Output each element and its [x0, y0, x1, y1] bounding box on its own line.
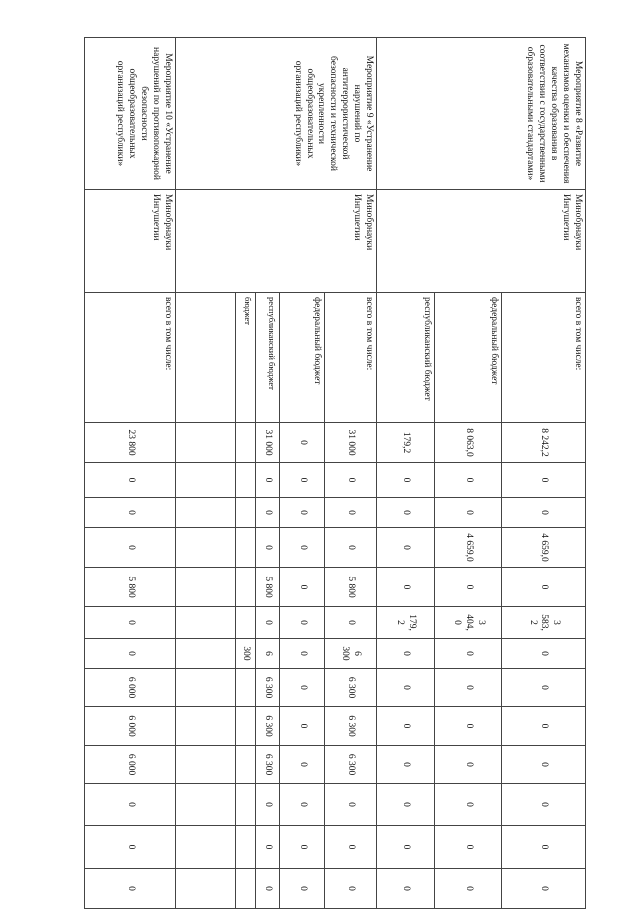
value-cell: 31 000: [256, 423, 280, 463]
value-cell: 0: [325, 784, 377, 826]
value-cell: 0: [435, 784, 502, 826]
empty-cell: [176, 607, 236, 639]
value-cell: 0: [502, 498, 586, 528]
value-cell: 0: [435, 669, 502, 707]
measure-8-description: Мероприятие 8 «Развитие механизмов оценки и обеспечения качества образования в соответствии с государственными образовательными стандартами»: [377, 38, 586, 190]
value-cell: 0: [256, 463, 280, 498]
value-cell: 6 000: [85, 669, 176, 707]
value-cell: 0: [280, 869, 325, 909]
empty-cell: [176, 423, 236, 463]
measure-10-executor: Минобрнауки Ингушетии: [85, 190, 176, 293]
value-cell: 0: [85, 784, 176, 826]
table-row: [502, 38, 586, 909]
value-cell: [236, 869, 256, 909]
value-cell: 0: [280, 498, 325, 528]
row-source-label: федеральный бюджет: [280, 293, 325, 423]
value-cell: 0: [280, 528, 325, 568]
value-cell: 0: [502, 869, 586, 909]
table-row: [85, 38, 176, 909]
value-cell: 4 659,0: [502, 528, 586, 568]
value-cell: 0: [435, 869, 502, 909]
empty-cell: [176, 669, 236, 707]
value-cell: [236, 707, 256, 746]
value-cell: [236, 498, 256, 528]
empty-cell: [176, 498, 236, 528]
value-cell: 4 659,0: [435, 528, 502, 568]
empty-cell: [176, 869, 236, 909]
value-cell: 0: [502, 639, 586, 669]
value-cell: 23 800: [85, 423, 176, 463]
value-cell: 179,2: [377, 423, 435, 463]
value-cell: 6 300: [256, 746, 280, 784]
value-cell: 0: [256, 826, 280, 869]
table-row: [325, 38, 377, 909]
value-cell: 0: [435, 639, 502, 669]
value-cell: 0: [280, 423, 325, 463]
value-cell: 0: [85, 869, 176, 909]
value-cell: 0: [377, 669, 435, 707]
row-source-label: всего в том числе:: [325, 293, 377, 423]
value-cell: 0: [325, 528, 377, 568]
value-cell: 0: [377, 528, 435, 568]
value-cell: 0: [280, 669, 325, 707]
row-source-label: бюджет: [236, 293, 256, 423]
value-cell: 0: [502, 463, 586, 498]
value-cell: 6 300: [325, 639, 377, 669]
value-cell: 0: [280, 568, 325, 607]
value-cell: 31 000: [325, 423, 377, 463]
value-cell: 0: [377, 639, 435, 669]
value-cell: 0: [256, 528, 280, 568]
value-cell: 0: [325, 826, 377, 869]
value-cell: 0: [280, 607, 325, 639]
value-cell: 0: [325, 869, 377, 909]
value-cell: 0: [377, 869, 435, 909]
row-source-label: всего в том числе:: [85, 293, 176, 423]
value-cell: 0: [502, 826, 586, 869]
budget-table: [84, 37, 586, 909]
value-cell: [236, 746, 256, 784]
value-cell: 0: [377, 826, 435, 869]
value-cell: 0: [435, 746, 502, 784]
value-cell: [236, 669, 256, 707]
value-cell: 3 583, 2: [502, 607, 586, 639]
value-cell: 0: [256, 498, 280, 528]
value-cell: 8 063,0: [435, 423, 502, 463]
value-cell: 0: [502, 784, 586, 826]
value-cell: 0: [325, 607, 377, 639]
empty-cell: [176, 746, 236, 784]
rotated-table-container: [85, 37, 586, 900]
value-cell: [236, 528, 256, 568]
row-source-label: федеральный бюджет: [435, 293, 502, 423]
value-cell: 3 404, 0: [435, 607, 502, 639]
value-cell: [236, 423, 256, 463]
value-cell: 0: [502, 669, 586, 707]
value-cell: 0: [256, 607, 280, 639]
value-cell: 6 300: [325, 707, 377, 746]
value-cell: [236, 568, 256, 607]
value-cell: 0: [377, 746, 435, 784]
value-cell: 0: [85, 528, 176, 568]
value-cell: 5 800: [325, 568, 377, 607]
value-cell: 6 300: [256, 669, 280, 707]
empty-cell: [176, 568, 236, 607]
value-cell: 300: [236, 639, 256, 669]
empty-cell: [176, 826, 236, 869]
measure-9-description: Мероприятие 9 «Устранение нарушений по антитеррористической безопасности и технической укрепленности общеобразовательных организаций республики»: [176, 38, 377, 190]
value-cell: 0: [280, 639, 325, 669]
value-cell: 0: [280, 826, 325, 869]
value-cell: 6 300: [325, 746, 377, 784]
row-source-label: всего в том числе:: [502, 293, 586, 423]
value-cell: [236, 463, 256, 498]
value-cell: 0: [85, 826, 176, 869]
empty-cell: [176, 463, 236, 498]
value-cell: 0: [377, 463, 435, 498]
value-cell: 179, 2: [377, 607, 435, 639]
value-cell: [236, 826, 256, 869]
value-cell: 0: [280, 463, 325, 498]
measure-8-executor: Минобрнауки Ингушетии: [377, 190, 586, 293]
value-cell: 0: [280, 707, 325, 746]
empty-cell: [176, 639, 236, 669]
value-cell: 0: [325, 463, 377, 498]
value-cell: 6 300: [256, 707, 280, 746]
row-source-label: республиканский бюджет: [256, 293, 280, 423]
measure-10-description: Мероприятие 10 «Устранение нарушений по противопожарной безопасности общеобразовательных организаций республики»: [85, 38, 176, 190]
value-cell: 0: [85, 498, 176, 528]
value-cell: 0: [435, 568, 502, 607]
value-cell: 0: [280, 784, 325, 826]
value-cell: 0: [280, 746, 325, 784]
value-cell: 0: [435, 707, 502, 746]
value-cell: 0: [256, 784, 280, 826]
value-cell: 5 800: [85, 568, 176, 607]
value-cell: 0: [377, 498, 435, 528]
value-cell: 0: [435, 463, 502, 498]
value-cell: 0: [377, 784, 435, 826]
value-cell: 0: [85, 607, 176, 639]
value-cell: 0: [502, 746, 586, 784]
value-cell: 0: [435, 826, 502, 869]
value-cell: 0: [256, 869, 280, 909]
value-cell: [236, 607, 256, 639]
empty-cell: [176, 528, 236, 568]
value-cell: 6 000: [85, 746, 176, 784]
value-cell: 0: [502, 568, 586, 607]
empty-cell: [176, 293, 236, 423]
row-source-label: республиканский бюджет: [377, 293, 435, 423]
value-cell: 5 800: [256, 568, 280, 607]
value-cell: 0: [502, 707, 586, 746]
value-cell: 0: [377, 707, 435, 746]
value-cell: 0: [85, 639, 176, 669]
value-cell: 8 242,2: [502, 423, 586, 463]
value-cell: 0: [85, 463, 176, 498]
empty-cell: [176, 784, 236, 826]
empty-cell: [176, 707, 236, 746]
value-cell: 6: [256, 639, 280, 669]
measure-9-executor: Минобрнауки Ингушетии: [176, 190, 377, 293]
value-cell: 6 000: [85, 707, 176, 746]
value-cell: [236, 784, 256, 826]
value-cell: 0: [325, 498, 377, 528]
value-cell: 0: [435, 498, 502, 528]
value-cell: 0: [377, 568, 435, 607]
value-cell: 6 300: [325, 669, 377, 707]
